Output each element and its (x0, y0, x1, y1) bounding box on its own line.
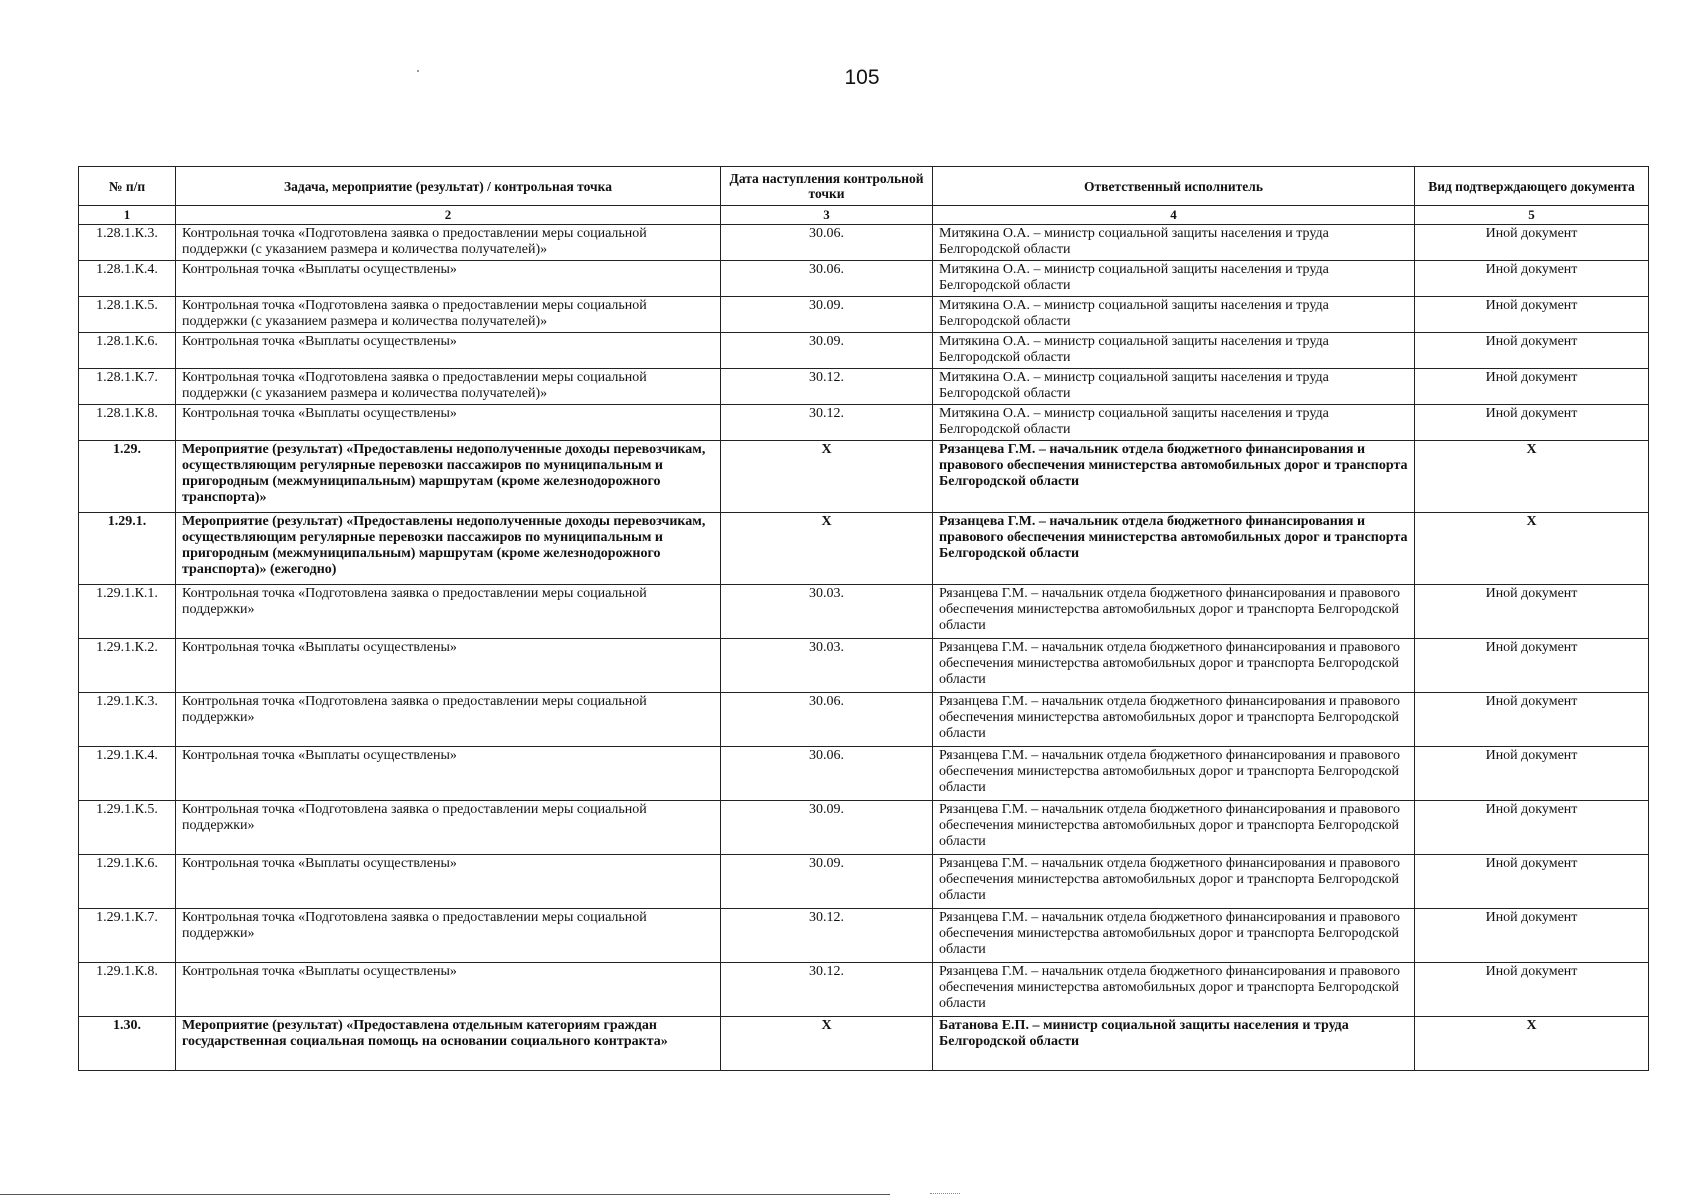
column-number: 2 (176, 206, 721, 225)
header-date: Дата наступления контрольной точки (721, 167, 933, 206)
cell-responsible: Митякина О.А. – министр социальной защиты населения и труда Белгородской области (933, 405, 1415, 441)
cell-number: 1.29.1.К.2. (79, 639, 176, 693)
cell-date: 30.12. (721, 405, 933, 441)
table-row (79, 855, 1649, 909)
cell-task: Контрольная точка «Подготовлена заявка о предоставлении меры социальной поддержки» (176, 909, 721, 963)
cell-responsible: Митякина О.А. – министр социальной защиты населения и труда Белгородской области (933, 369, 1415, 405)
cell-document-type: Иной документ (1415, 909, 1649, 963)
cell-date: 30.06. (721, 225, 933, 261)
cell-task: Контрольная точка «Подготовлена заявка о предоставлении меры социальной поддержки (с указанием размера и количества получателей)» (176, 369, 721, 405)
cell-date: 30.09. (721, 297, 933, 333)
cell-document-type: Х (1415, 513, 1649, 585)
cell-task: Контрольная точка «Подготовлена заявка о предоставлении меры социальной поддержки» (176, 585, 721, 639)
cell-responsible: Рязанцева Г.М. – начальник отдела бюджетного финансирования и правового обеспечения министерства автомобильных дорог и транспорта Белгородской области (933, 855, 1415, 909)
cell-document-type: Иной документ (1415, 225, 1649, 261)
cell-number: 1.29.1.К.5. (79, 801, 176, 855)
cell-number: 1.29.1.К.4. (79, 747, 176, 801)
cell-date: 30.06. (721, 693, 933, 747)
cell-number: 1.29. (79, 441, 176, 513)
cell-responsible: Рязанцева Г.М. – начальник отдела бюджетного финансирования и правового обеспечения министерства автомобильных дорог и транспорта Белгородской области (933, 801, 1415, 855)
cell-date: 30.09. (721, 855, 933, 909)
header-doc: Вид подтверждающего документа (1415, 167, 1649, 206)
cell-responsible: Митякина О.А. – министр социальной защиты населения и труда Белгородской области (933, 297, 1415, 333)
footer-rule (0, 1194, 890, 1195)
cell-date: 30.06. (721, 747, 933, 801)
cell-responsible: Рязанцева Г.М. – начальник отдела бюджетного финансирования и правового обеспечения министерства автомобильных дорог и транспорта Белгородской области (933, 585, 1415, 639)
table-header-row (79, 167, 1649, 206)
cell-date: 30.09. (721, 801, 933, 855)
cell-task: Контрольная точка «Подготовлена заявка о предоставлении меры социальной поддержки (с указанием размера и количества получателей)» (176, 297, 721, 333)
table-row (79, 405, 1649, 441)
cell-number: 1.28.1.К.8. (79, 405, 176, 441)
table-body (79, 225, 1649, 1071)
cell-task: Контрольная точка «Выплаты осуществлены» (176, 261, 721, 297)
table-row (79, 513, 1649, 585)
cell-document-type: Иной документ (1415, 693, 1649, 747)
table-row (79, 963, 1649, 1017)
cell-responsible: Рязанцева Г.М. – начальник отдела бюджетного финансирования и правового обеспечения министерства автомобильных дорог и транспорта Белгородской области (933, 747, 1415, 801)
cell-document-type: Иной документ (1415, 297, 1649, 333)
cell-date: 30.06. (721, 261, 933, 297)
header-responsible: Ответственный исполнитель (933, 167, 1415, 206)
cell-date: Х (721, 441, 933, 513)
cell-number: 1.29.1. (79, 513, 176, 585)
table-row (79, 441, 1649, 513)
cell-document-type: Иной документ (1415, 963, 1649, 1017)
footer-speck (930, 1193, 960, 1196)
cell-task: Мероприятие (результат) «Предоставлены недополученные доходы перевозчикам, осуществляющим регулярные перевозки пассажиров по муниципальным и пригородным (межмуниципальным) маршрутам (кроме железнодорожного транспорта)» (176, 441, 721, 513)
table-row (79, 369, 1649, 405)
cell-task: Контрольная точка «Выплаты осуществлены» (176, 639, 721, 693)
cell-responsible: Рязанцева Г.М. – начальник отдела бюджетного финансирования и правового обеспечения министерства автомобильных дорог и транспорта Белгородской области (933, 963, 1415, 1017)
cell-responsible: Рязанцева Г.М. – начальник отдела бюджетного финансирования и правового обеспечения министерства автомобильных дорог и транспорта Белгородской области (933, 639, 1415, 693)
table-row (79, 1017, 1649, 1071)
cell-document-type: Иной документ (1415, 801, 1649, 855)
cell-document-type: Иной документ (1415, 747, 1649, 801)
header-task: Задача, мероприятие (результат) / контрольная точка (176, 167, 721, 206)
cell-date: 30.12. (721, 369, 933, 405)
column-number: 5 (1415, 206, 1649, 225)
cell-task: Контрольная точка «Выплаты осуществлены» (176, 333, 721, 369)
table-row (79, 333, 1649, 369)
cell-task: Контрольная точка «Выплаты осуществлены» (176, 855, 721, 909)
table-row (79, 297, 1649, 333)
cell-number: 1.30. (79, 1017, 176, 1071)
cell-task: Мероприятие (результат) «Предоставлены недополученные доходы перевозчикам, осуществляющим регулярные перевозки пассажиров по муниципальным и пригородным (межмуниципальным) маршрутам (кроме железнодорожного транспорта)» (ежегодно) (176, 513, 721, 585)
table-row (79, 639, 1649, 693)
cell-responsible: Рязанцева Г.М. – начальник отдела бюджетного финансирования и правового обеспечения министерства автомобильных дорог и транспорта Белгородской области (933, 909, 1415, 963)
control-points-table (78, 166, 1649, 1071)
column-number: 4 (933, 206, 1415, 225)
page-number: 105 (844, 66, 880, 89)
cell-document-type: Иной документ (1415, 639, 1649, 693)
cell-date: 30.12. (721, 963, 933, 1017)
cell-date: Х (721, 513, 933, 585)
cell-number: 1.28.1.К.3. (79, 225, 176, 261)
cell-responsible: Митякина О.А. – министр социальной защиты населения и труда Белгородской области (933, 333, 1415, 369)
cell-document-type: Иной документ (1415, 585, 1649, 639)
cell-document-type: Иной документ (1415, 369, 1649, 405)
cell-responsible: Рязанцева Г.М. – начальник отдела бюджетного финансирования и правового обеспечения министерства автомобильных дорог и транспорта Белгородской области (933, 513, 1415, 585)
table-row (79, 225, 1649, 261)
cell-task: Контрольная точка «Подготовлена заявка о предоставлении меры социальной поддержки» (176, 801, 721, 855)
table-row (79, 261, 1649, 297)
cell-number: 1.29.1.К.3. (79, 693, 176, 747)
table-row (79, 801, 1649, 855)
column-number: 1 (79, 206, 176, 225)
cell-document-type: Х (1415, 441, 1649, 513)
header-num: № п/п (79, 167, 176, 206)
cell-task: Контрольная точка «Выплаты осуществлены» (176, 963, 721, 1017)
cell-number: 1.28.1.К.4. (79, 261, 176, 297)
table-row (79, 585, 1649, 639)
table-row (79, 909, 1649, 963)
table-row (79, 747, 1649, 801)
cell-number: 1.29.1.К.8. (79, 963, 176, 1017)
cell-document-type: Х (1415, 1017, 1649, 1071)
cell-document-type: Иной документ (1415, 261, 1649, 297)
table-row (79, 693, 1649, 747)
cell-date: 30.03. (721, 639, 933, 693)
cell-number: 1.28.1.К.5. (79, 297, 176, 333)
cell-document-type: Иной документ (1415, 855, 1649, 909)
cell-task: Контрольная точка «Выплаты осуществлены» (176, 405, 721, 441)
cell-responsible: Батанова Е.П. – министр социальной защиты населения и труда Белгородской области (933, 1017, 1415, 1071)
cell-number: 1.28.1.К.7. (79, 369, 176, 405)
column-number: 3 (721, 206, 933, 225)
cell-responsible: Рязанцева Г.М. – начальник отдела бюджетного финансирования и правового обеспечения министерства автомобильных дорог и транспорта Белгородской области (933, 693, 1415, 747)
cell-number: 1.29.1.К.6. (79, 855, 176, 909)
table-column-numbers-row (79, 206, 1649, 225)
cell-task: Контрольная точка «Подготовлена заявка о предоставлении меры социальной поддержки» (176, 693, 721, 747)
cell-number: 1.29.1.К.7. (79, 909, 176, 963)
cell-date: 30.09. (721, 333, 933, 369)
cell-date: Х (721, 1017, 933, 1071)
cell-number: 1.29.1.К.1. (79, 585, 176, 639)
cell-task: Мероприятие (результат) «Предоставлена отдельным категориям граждан государственная социальная помощь на основании социального контракта» (176, 1017, 721, 1071)
cell-responsible: Рязанцева Г.М. – начальник отдела бюджетного финансирования и правового обеспечения министерства автомобильных дорог и транспорта Белгородской области (933, 441, 1415, 513)
cell-document-type: Иной документ (1415, 333, 1649, 369)
cell-responsible: Митякина О.А. – министр социальной защиты населения и труда Белгородской области (933, 225, 1415, 261)
cell-responsible: Митякина О.А. – министр социальной защиты населения и труда Белгородской области (933, 261, 1415, 297)
scan-speck (417, 70, 419, 72)
cell-number: 1.28.1.К.6. (79, 333, 176, 369)
cell-task: Контрольная точка «Выплаты осуществлены» (176, 747, 721, 801)
cell-document-type: Иной документ (1415, 405, 1649, 441)
cell-date: 30.03. (721, 585, 933, 639)
cell-task: Контрольная точка «Подготовлена заявка о предоставлении меры социальной поддержки (с указанием размера и количества получателей)» (176, 225, 721, 261)
cell-date: 30.12. (721, 909, 933, 963)
